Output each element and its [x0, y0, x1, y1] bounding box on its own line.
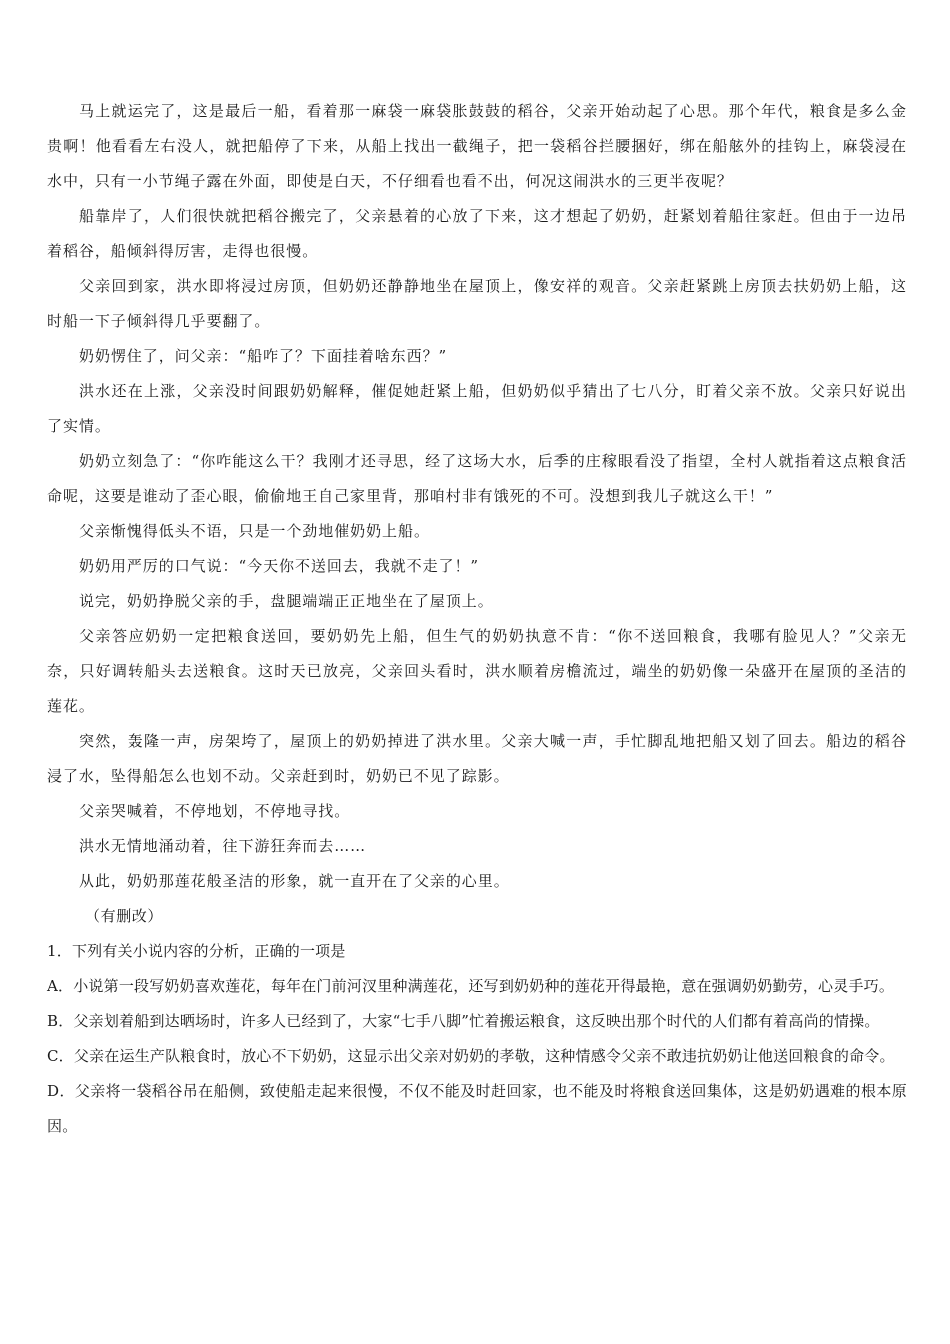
option-text: 父亲划着船到达晒场时，许多人已经到了，大家“七手八脚”忙着搬运粮食，这反映出那个时代的人们都有着高尚的情操。	[73, 1012, 880, 1030]
option-text: 小说第一段写奶奶喜欢莲花，每年在门前河汊里种满莲花，还写到奶奶种的莲花开得最艳，意在强调奶奶勤劳，心灵手巧。	[73, 977, 895, 995]
answer-option-d[interactable]	[47, 1074, 907, 1144]
source-note: （有删改）	[85, 907, 164, 925]
question-stem	[47, 934, 907, 969]
story-paragraph: 父亲惭愧得低头不语，只是一个劲地催奶奶上船。	[79, 522, 430, 540]
option-label: A．	[47, 977, 74, 995]
story-paragraph: 奶奶用严厉的口气说：“今天你不送回去，我就不走了！”	[79, 557, 480, 575]
document-body	[47, 94, 907, 1144]
story-paragraph: 说完，奶奶挣脱父亲的手，盘腿端端正正地坐在了屋顶上。	[79, 592, 494, 610]
option-label: B．	[47, 1012, 74, 1030]
story-text	[47, 94, 907, 934]
option-text: 父亲将一袋稻谷吊在船侧，致使船走起来很慢，不仅不能及时赶回家，也不能及时将粮食送回集体，这是奶奶遇难的根本原因。	[47, 1082, 907, 1135]
story-paragraph: 奶奶愣住了，问父亲：“船咋了？下面挂着啥东西？”	[79, 347, 448, 365]
story-paragraph: 从此，奶奶那莲花般圣洁的形象，就一直开在了父亲的心里。	[79, 872, 510, 890]
question-number: 1．	[47, 942, 72, 960]
option-label: D．	[47, 1082, 75, 1100]
option-text: 父亲在运生产队粮食时，放心不下奶奶，这显示出父亲对奶奶的孝敬，这种情感令父亲不敢违抗奶奶让他送回粮食的命令。	[73, 1047, 895, 1065]
option-label: C．	[47, 1047, 74, 1065]
story-paragraph: 父亲答应奶奶一定把粮食送回，要奶奶先上船，但生气的奶奶执意不肯：“你不送回粮食，我哪有脸见人？”父亲无奈，只好调转船头去送粮食。这时天已放亮，父亲回头看时，洪水顺着房檐流过，端坐的奶奶像一朵盛开在屋顶的圣洁的莲花。	[47, 627, 907, 715]
story-paragraph: 父亲回到家，洪水即将浸过房顶，但奶奶还静静地坐在屋顶上，像安祥的观音。父亲赶紧跳上房顶去扶奶奶上船，这时船一下子倾斜得几乎要翻了。	[47, 277, 907, 330]
question-text: 下列有关小说内容的分析，正确的一项是	[71, 942, 346, 960]
story-paragraph: 突然，轰隆一声，房架垮了，屋顶上的奶奶掉进了洪水里。父亲大喊一声，手忙脚乱地把船又划了回去。船边的稻谷浸了水，坠得船怎么也划不动。父亲赶到时，奶奶已不见了踪影。	[47, 732, 907, 785]
story-paragraph: 奶奶立刻急了：“你咋能这么干？我刚才还寻思，经了这场大水，后季的庄稼眼看没了指望，全村人就指着这点粮食活命呢，这要是谁动了歪心眼，偷偷地王自己家里背，那咱村非有饿死的不可。没想到我儿子就这么干！”	[47, 452, 907, 505]
question-block	[47, 934, 907, 1144]
story-paragraph: 马上就运完了，这是最后一船，看着那一麻袋一麻袋胀鼓鼓的稻谷，父亲开始动起了心思。那个年代，粮食是多么金贵啊！他看看左右没人，就把船停了下来，从船上找出一截绳子，把一袋稻谷拦腰捆好，绑在船舷外的挂钩上，麻袋浸在水中，只有一小节绳子露在外面，即使是白天，不仔细看也看不出，何况这闹洪水的三更半夜呢？	[47, 102, 907, 190]
story-paragraph: 洪水无情地涌动着，往下游狂奔而去……	[79, 837, 367, 855]
story-paragraph: 父亲哭喊着，不停地划，不停地寻找。	[79, 802, 351, 820]
answer-option-a[interactable]	[47, 969, 907, 1004]
story-paragraph: 船靠岸了，人们很快就把稻谷搬完了，父亲悬着的心放了下来，这才想起了奶奶，赶紧划着船往家赶。但由于一边吊着稻谷，船倾斜得厉害，走得也很慢。	[47, 207, 907, 260]
answer-option-c[interactable]	[47, 1039, 907, 1074]
answer-option-b[interactable]	[47, 1004, 907, 1039]
story-paragraph: 洪水还在上涨，父亲没时间跟奶奶解释，催促她赶紧上船，但奶奶似乎猜出了七八分，盯着父亲不放。父亲只好说出了实情。	[47, 382, 907, 435]
